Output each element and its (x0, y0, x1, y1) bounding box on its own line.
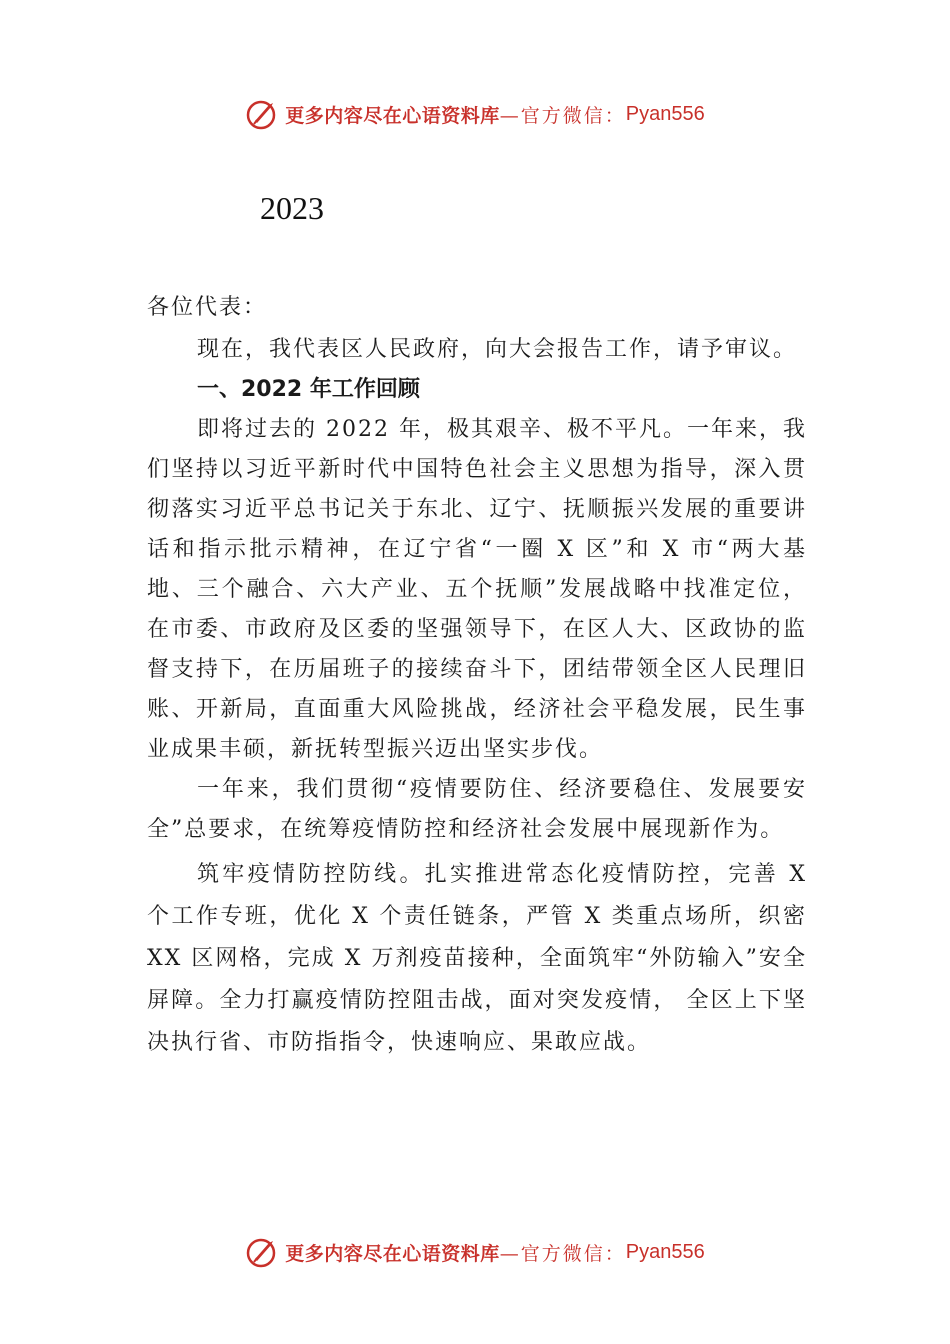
quill-logo-icon (245, 1235, 279, 1269)
salutation: 各位代表： (147, 295, 268, 320)
document-title: 2023 (260, 190, 324, 226)
intro-paragraph: 现在，我代表区人民政府，向大会报告工作，请予审议。 (197, 337, 798, 362)
banner-wechat-label: —官方微信： (499, 104, 626, 127)
document-body (147, 288, 807, 1064)
banner-brand-text: 更多内容尽在心语资料库 (285, 104, 500, 127)
paragraph-epidemic-control: 筑牢疫情防控防线。扎实推进常态化疫情防控，完善 X 个工作专班，优化 X 个责任链条，严管 X 类重点场所，织密 XX 区网格，完成 X 万剂疫苗接种，全面筑牢“外防输入”安全屏障。全力打赢疫情防控阻击战，面对突发疫情， 全区上下坚决执行省、市防指指令，快速响应、果敢应战。 (147, 862, 807, 1055)
banner-wechat-label: —官方微信： (499, 1242, 626, 1265)
banner-wechat-id: Pyan556 (625, 102, 705, 125)
paragraph-review: 即将过去的 2022 年，极其艰辛、极不平凡。一年来，我们坚持以习近平新时代中国特色社会主义思想为指导，深入贯彻落实习近平总书记关于东北、辽宁、抚顺振兴发展的重要讲话和指示批示精神，在辽宁省“一圈 X 区”和 X 市“两大基地、三个融合、六大产业、五个抚顺”发展战略中找准定位，在市委、市政府及区委的坚强领导下，在区人大、区政协的监督支持下，在历届班子的接续奋斗下，团结带领全区人民理旧账、开新局，直面重大风险挑战，经济社会平稳发展，民生事业成果丰硕，新抚转型振兴迈出坚实步伐。 (147, 417, 807, 762)
banner-brand-text: 更多内容尽在心语资料库 (285, 1242, 500, 1265)
quill-logo-icon (245, 97, 279, 131)
footer-banner (0, 1232, 950, 1272)
banner-wechat-id: Pyan556 (625, 1240, 705, 1263)
paragraph-requirements: 一年来，我们贯彻“疫情要防住、经济要稳住、发展要安全”总要求，在统筹疫情防控和经济社会发展中展现新作为。 (147, 777, 807, 842)
header-banner (0, 94, 950, 134)
section-heading: 一、2022 年工作回顾 (197, 377, 420, 402)
